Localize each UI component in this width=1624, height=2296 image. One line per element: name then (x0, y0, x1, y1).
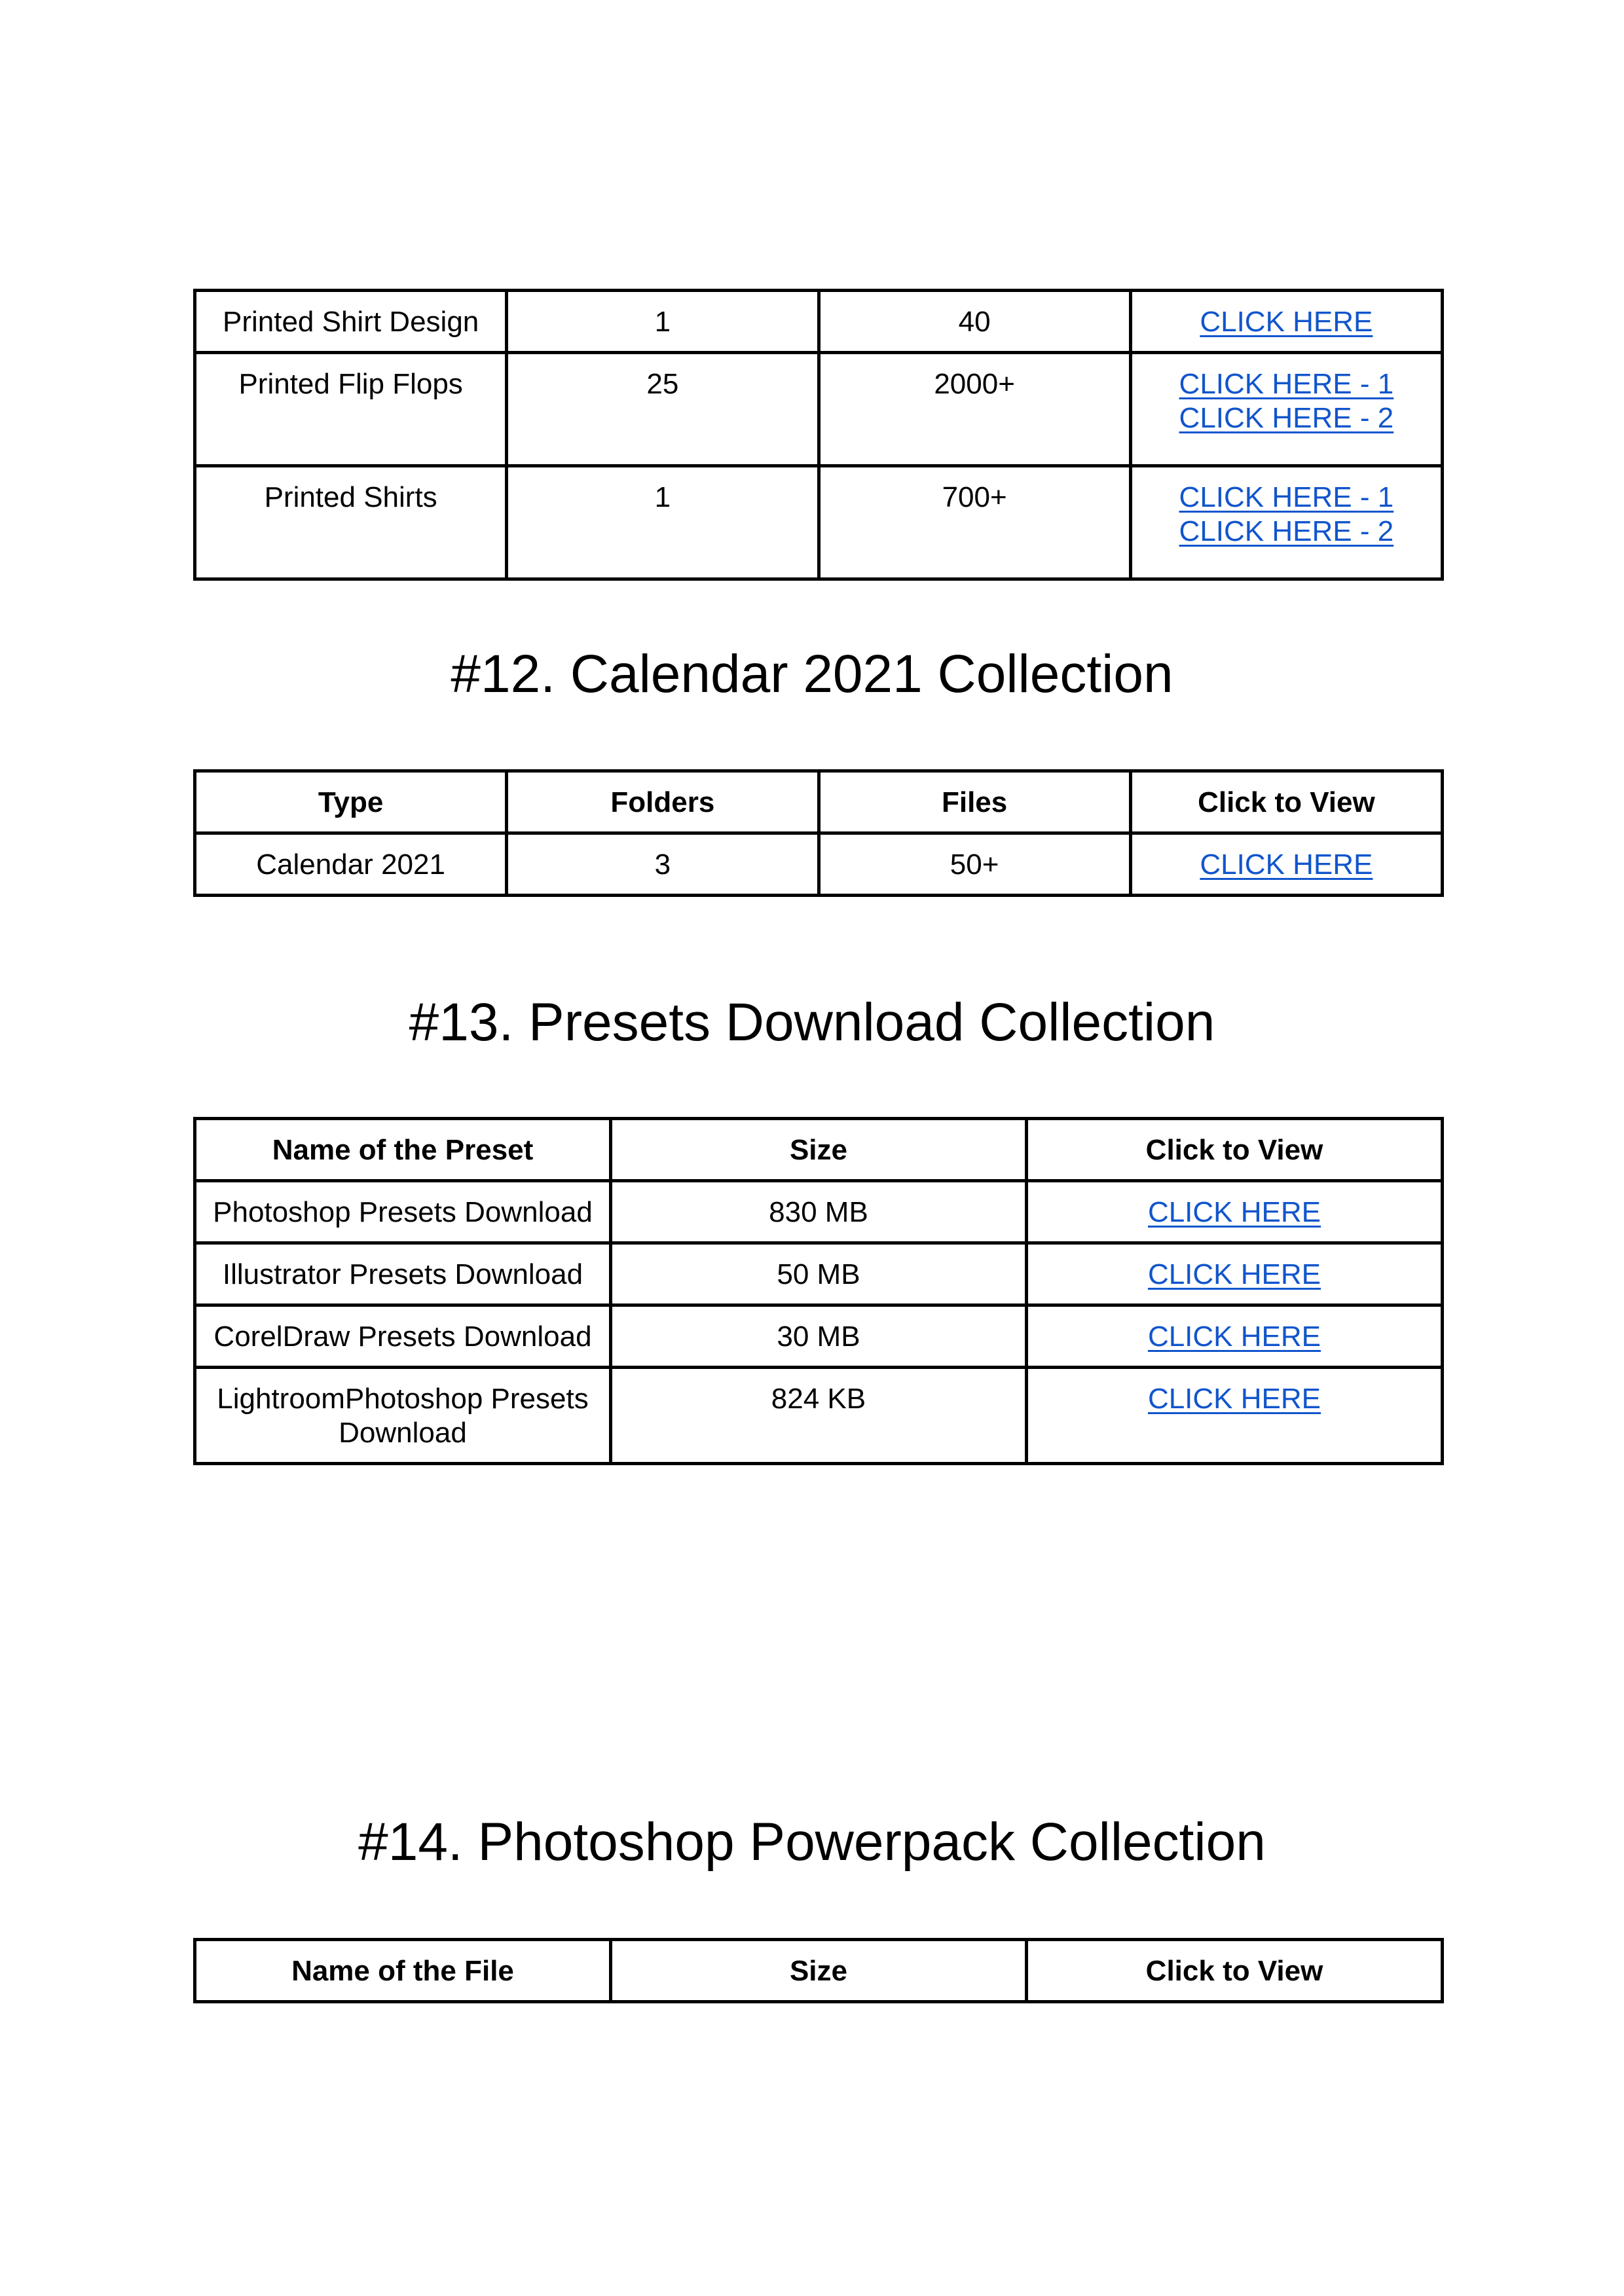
click-here-2-link[interactable]: CLICK HERE - 2 (1179, 515, 1394, 547)
cell-folders: 3 (507, 833, 819, 896)
header-click-to-view: Click to View (1130, 771, 1442, 833)
photoshop-powerpack-table (193, 1938, 1444, 2003)
click-here-1-link[interactable]: CLICK HERE - 1 (1179, 368, 1394, 400)
table-row (195, 291, 1443, 353)
table-row (195, 466, 1443, 579)
table-row (195, 353, 1443, 466)
cell-files: 50+ (819, 833, 1130, 896)
header-file-name: Name of the File (195, 1940, 611, 2002)
cell-preset-name: LightroomPhotoshop Presets Download (195, 1368, 611, 1464)
cell-folders: 1 (507, 291, 819, 353)
cell-link (1026, 1181, 1442, 1243)
cell-size: 30 MB (610, 1305, 1026, 1368)
cell-links (1130, 466, 1442, 579)
table-row (195, 1305, 1443, 1368)
section-13-heading: #13. Presets Download Collection (409, 993, 1215, 1052)
cell-name: Printed Shirt Design (195, 291, 507, 353)
calendar-collection-table (193, 769, 1444, 897)
cell-files: 40 (819, 291, 1130, 353)
cell-link (1026, 1368, 1442, 1464)
cell-size: 824 KB (610, 1368, 1026, 1464)
click-here-link[interactable]: CLICK HERE (1200, 306, 1373, 338)
table-header-row (195, 771, 1443, 833)
cell-size: 50 MB (610, 1243, 1026, 1305)
header-click-to-view: Click to View (1026, 1119, 1442, 1181)
click-here-2-link[interactable]: CLICK HERE - 2 (1179, 402, 1394, 434)
click-here-link[interactable]: CLICK HERE (1147, 1383, 1321, 1415)
cell-link (1130, 291, 1442, 353)
click-here-link[interactable]: CLICK HERE (1147, 1258, 1321, 1290)
click-here-link[interactable]: CLICK HERE (1147, 1321, 1321, 1353)
cell-size: 830 MB (610, 1181, 1026, 1243)
cell-files: 2000+ (819, 353, 1130, 466)
presets-collection-table (193, 1117, 1444, 1465)
continued-collection-table (193, 289, 1444, 581)
cell-folders: 1 (507, 466, 819, 579)
cell-type: Calendar 2021 (195, 833, 507, 896)
cell-name: Printed Flip Flops (195, 353, 507, 466)
section-12-heading: #12. Calendar 2021 Collection (451, 644, 1173, 704)
section-14-heading: #14. Photoshop Powerpack Collection (358, 1812, 1266, 1872)
cell-link (1026, 1305, 1442, 1368)
cell-link (1130, 833, 1442, 896)
click-here-link[interactable]: CLICK HERE (1147, 1196, 1321, 1228)
cell-link (1026, 1243, 1442, 1305)
header-preset-name: Name of the Preset (195, 1119, 611, 1181)
click-here-1-link[interactable]: CLICK HERE - 1 (1179, 481, 1394, 513)
cell-preset-name: Photoshop Presets Download (195, 1181, 611, 1243)
header-folders: Folders (507, 771, 819, 833)
cell-preset-name: CorelDraw Presets Download (195, 1305, 611, 1368)
table-row (195, 833, 1443, 896)
table-header-row (195, 1119, 1443, 1181)
table-row (195, 1368, 1443, 1464)
click-here-link[interactable]: CLICK HERE (1200, 848, 1373, 881)
header-size: Size (610, 1940, 1026, 2002)
cell-folders: 25 (507, 353, 819, 466)
cell-files: 700+ (819, 466, 1130, 579)
table-row (195, 1181, 1443, 1243)
table-row (195, 1243, 1443, 1305)
header-type: Type (195, 771, 507, 833)
cell-preset-name: Illustrator Presets Download (195, 1243, 611, 1305)
header-click-to-view: Click to View (1026, 1940, 1442, 2002)
table-header-row (195, 1940, 1443, 2002)
cell-name: Printed Shirts (195, 466, 507, 579)
header-size: Size (610, 1119, 1026, 1181)
header-files: Files (819, 771, 1130, 833)
cell-links (1130, 353, 1442, 466)
